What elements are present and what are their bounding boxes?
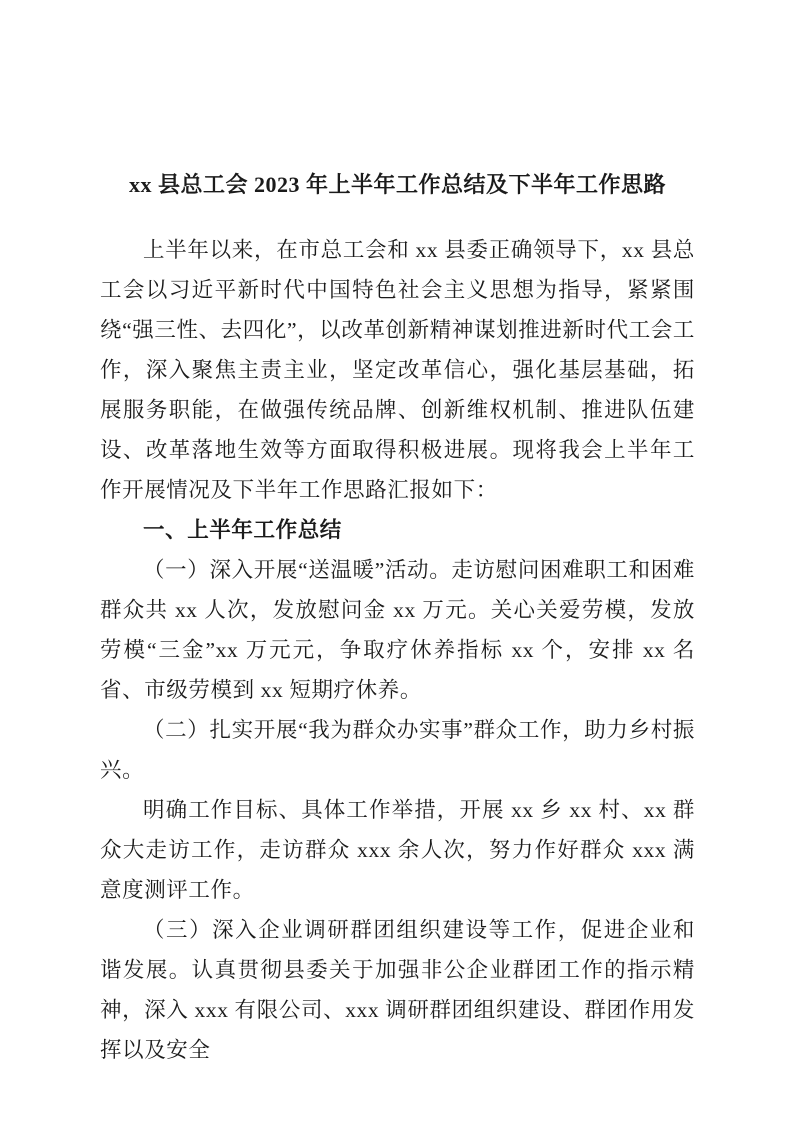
paragraph-item-2-detail: 明确工作目标、具体工作举措，开展 xx 乡 xx 村、xx 群众大走访工作，走访群众 xxx 余人次，努力作好群众 xxx 满意度测评工作。 — [100, 798, 695, 902]
paragraph-item-2: （二）扎实开展“我为群众办实事”群众工作，助力乡村振兴。 — [100, 718, 695, 782]
section-heading-first-half-summary: 一、上半年工作总结 — [143, 518, 342, 542]
paragraph-intro: 上半年以来，在市总工会和 xx 县委正确领导下，xx 县总工会以习近平新时代中国特色社会主义思想为指导，紧紧围绕“强三性、去四化”，以改革创新精神谋划推进新时代工会工作，深入聚焦主责主业，坚定改革信心，强化基层基础，拓展服务职能，在做强传统品牌、创新维权机制、推进队伍建设、改革落地生效等方面取得积极进展。现将我会上半年工作开展情况及下半年工作思路汇报如下： — [100, 238, 695, 502]
document-title: xx 县总工会 2023 年上半年工作总结及下半年工作思路 — [128, 172, 666, 197]
paragraph-item-1: （一）深入开展“送温暖”活动。走访慰问困难职工和困难群众共 xx 人次，发放慰问金 xx 万元。关心关爱劳模，发放劳模“三金”xx 万元元，争取疗休养指标 xx 个，安排 xx 名省、市级劳模到 xx 短期疗休养。 — [100, 558, 695, 702]
paragraph-item-3: （三）深入企业调研群团组织建设等工作，促进企业和谐发展。认真贯彻县委关于加强非公企业群团工作的指示精神，深入 xxx 有限公司、xxx 调研群团组织建设、群团作用发挥以及安全 — [100, 918, 695, 1062]
